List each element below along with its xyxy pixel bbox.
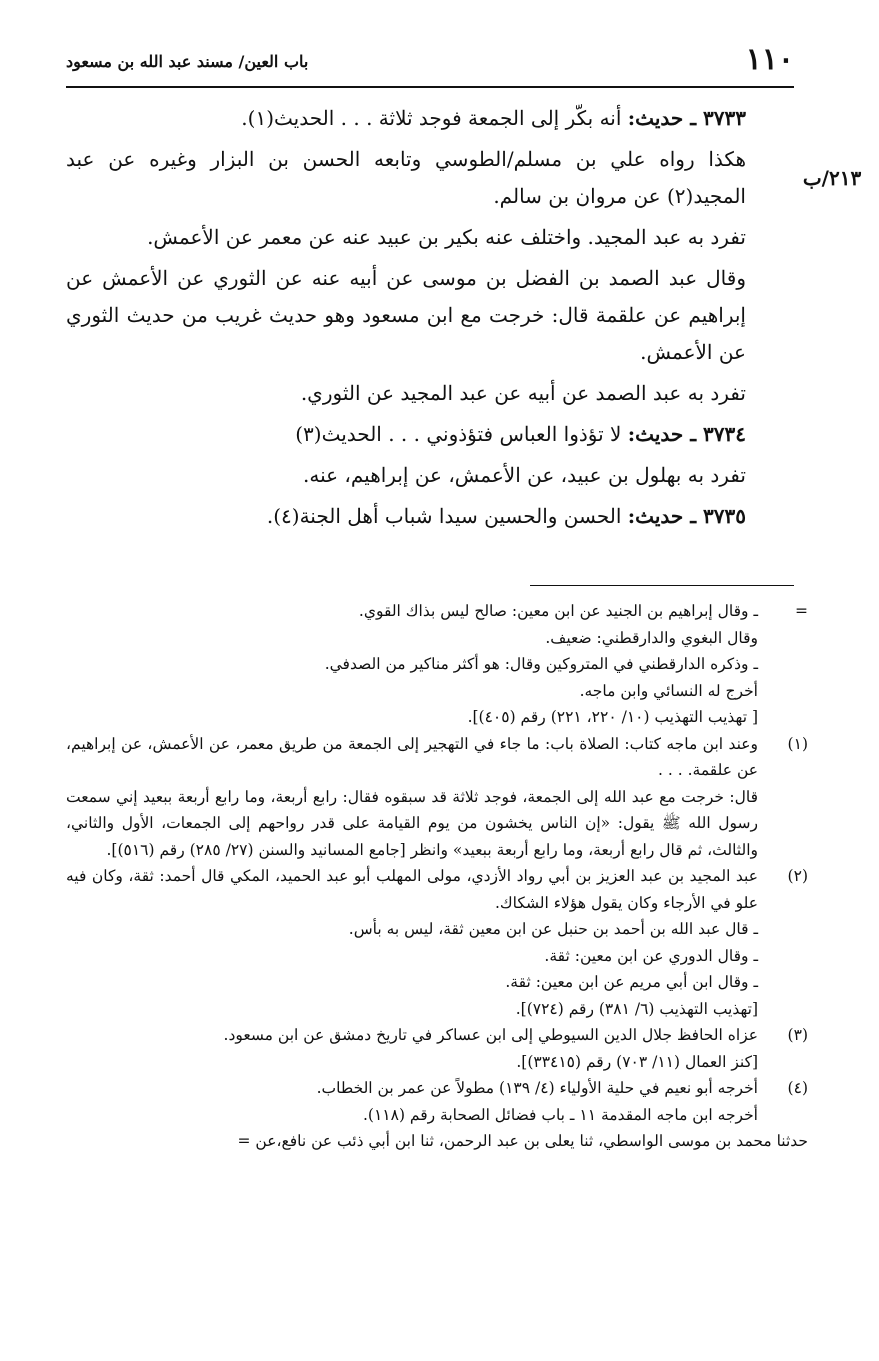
footnote-line: قال: خرجت مع عبد الله إلى الجمعة، فوجد ثلاثة قد سبقوه فقال: رابع أربعة، وما رابع أربعة ببعيد إني سمعت رسول الله ﷺ يقول: «إن الناس يخشون من يوم القيامة على قدر رواحهم إلى الجمعات، الأول والثاني، والثالث، ثم قال رابع أربعة، وما رابع أربعة ببعيد» وانظر [جامع المسانيد والسنن (٢٧/ ٢٨٥) رقم (٥١٦)].	[66, 787, 758, 859]
footnote-line: [ تهذيب التهذيب (١٠/ ٢٢٠، ٢٢١) رقم (٤٠٥)].	[467, 708, 758, 726]
footnote-line: ـ وقال إبراهيم بن الجنيد عن ابن معين: صالح ليس بذاك القوي.	[358, 602, 758, 620]
footnote-line: عبد المجيد بن عبد العزيز بن أبي رواد الأزدي، مولى المهلب أبو عبد الحميد، المكي قال أحمد: ثقة، وكان فيه علو في الأرجاء وكان يقول هؤلاء الشكاك.	[66, 867, 758, 912]
footnote-line: ـ وقال ابن أبي مريم عن ابن معين: ثقة.	[505, 973, 758, 991]
footnote-line: أخرجه ابن ماجه المقدمة ١١ ـ باب فضائل الصحابة رقم (١١٨).	[362, 1105, 758, 1124]
footnote-continuation-line: حدثنا محمد بن موسى الواسطي، ثنا يعلى بن عبد الرحمن، ثنا ابن أبي ذئب عن نافع،عن =	[237, 1132, 808, 1150]
footnote-separator	[530, 585, 794, 586]
footnote-line: أخرج له النسائي وابن ماجه.	[579, 681, 758, 700]
hadith-number: ٣٧٣٥ ـ حديث:	[627, 504, 746, 528]
footnote-label: (١)	[787, 734, 808, 753]
hadith-text: أنه بكّر إلى الجمعة فوجد ثلاثة . . . الحديث(١).	[241, 106, 622, 130]
paragraph: تفرد به عبد المجيد. واختلف عنه بكير بن عبيد عنه عن معمر عن الأعمش.	[147, 225, 746, 249]
footnote-line: ـ وقال الدوري عن ابن معين: ثقة.	[544, 946, 758, 965]
hadith-number: ٣٧٣٣ ـ حديث:	[627, 106, 746, 130]
footnote-label: =	[795, 602, 808, 620]
hadith-entry	[66, 100, 794, 137]
footnote-1	[66, 731, 808, 864]
footnote-3	[66, 1022, 808, 1075]
footnote-line: وقال البغوي والدارقطني: ضعيف.	[545, 628, 758, 647]
page-header	[66, 40, 794, 88]
footnote-continued	[66, 598, 808, 731]
hadith-text: الحسن والحسين سيدا شباب أهل الجنة(٤).	[266, 504, 622, 528]
footnote-label: (٢)	[787, 867, 808, 885]
hadith-entry	[66, 498, 794, 535]
page-number: ١١٠	[745, 42, 794, 77]
margin-manuscript-folio: ٢١٣/ب	[802, 166, 862, 190]
footnote-line: ـ وذكره الدارقطني في المتروكين وقال: هو أكثر مناكير من الصدفي.	[324, 655, 758, 673]
running-title: باب العين/ مسند عبد الله بن مسعود	[66, 52, 309, 71]
hadith-number: ٣٧٣٤ ـ حديث:	[627, 422, 746, 446]
footnote-line: وعند ابن ماجه كتاب: الصلاة باب: ما جاء في التهجير إلى الجمعة من طريق معمر، عن الأعمش، عن إبراهيم، عن علقمة. . . .	[66, 734, 758, 779]
footnotes	[66, 598, 808, 1155]
paragraph: وقال عبد الصمد بن الفضل بن موسى عن أبيه عنه عن الثوري عن الأعمش عن إبراهيم عن علقمة قال: خرجت مع ابن مسعود وهو حديث غريب من حديث الثوري عن الأعمش.	[66, 266, 746, 364]
footnote-4	[66, 1075, 808, 1128]
paragraph: تفرد به عبد الصمد عن أبيه عن عبد المجيد عن الثوري.	[300, 381, 746, 405]
footnote-label: (٤)	[787, 1079, 808, 1097]
paragraph: تفرد به بهلول بن عبيد، عن الأعمش، عن إبراهيم، عنه.	[303, 463, 746, 487]
footnote-line: [كنز العمال (١١/ ٧٠٣) رقم (٣٣٤١٥)].	[516, 1052, 758, 1071]
hadith-text: لا تؤذوا العباس فتؤذوني . . . الحديث(٣)	[295, 422, 622, 446]
main-text	[66, 100, 794, 535]
footnote-2	[66, 863, 808, 1022]
footnote-line: أخرجه أبو نعيم في حلية الأولياء (٤/ ١٣٩) مطولاً عن عمر بن الخطاب.	[316, 1079, 758, 1097]
footnote-label: (٣)	[787, 1026, 808, 1044]
footnote-line: ـ قال عبد الله بن أحمد بن حنبل عن ابن معين ثقة، ليس به بأس.	[348, 920, 758, 938]
footnote-line: عزاه الحافظ جلال الدين السيوطي إلى ابن عساكر في تاريخ دمشق عن ابن مسعود.	[223, 1026, 758, 1044]
footnote-line: [تهذيب التهذيب (٦/ ٣٨١) رقم (٧٢٤)].	[515, 999, 758, 1018]
paragraph: هكذا رواه علي بن مسلم/الطوسي وتابعه الحسن بن البزار وغيره عن عبد المجيد(٢) عن مروان بن سالم.	[66, 147, 746, 208]
hadith-entry	[66, 416, 794, 453]
